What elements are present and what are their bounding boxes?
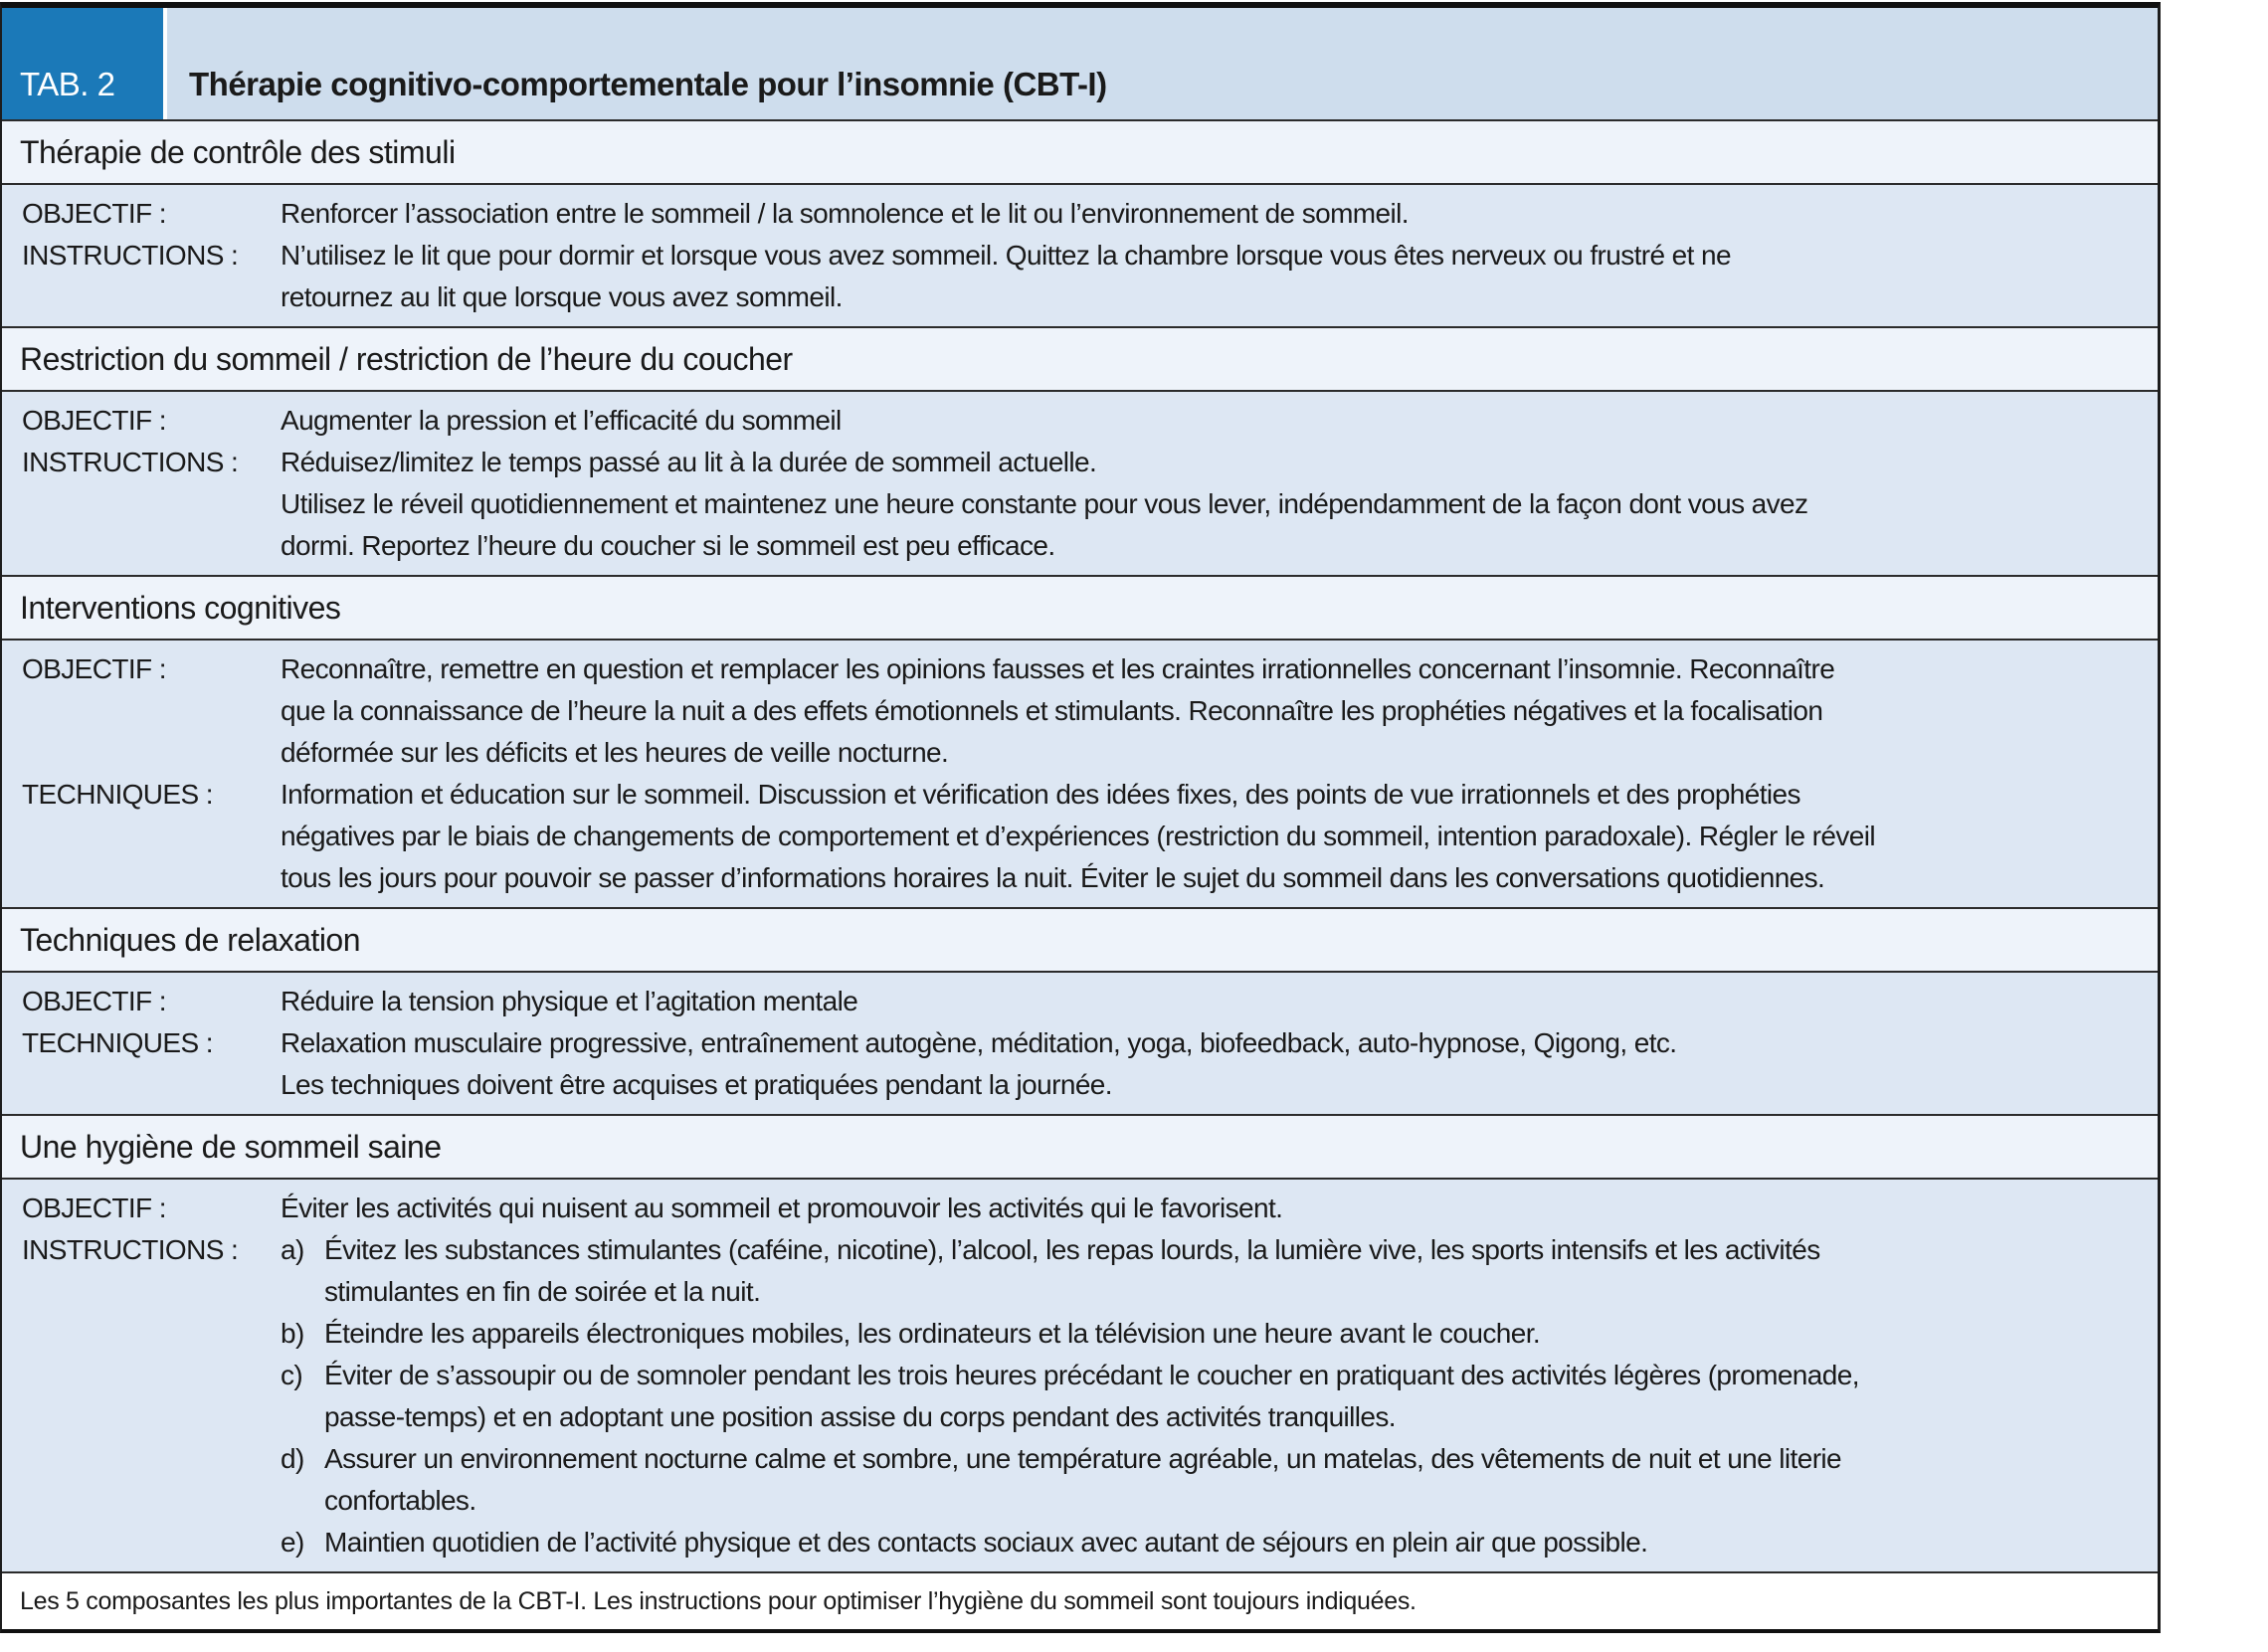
objective-row: [2, 981, 2158, 1022]
row-content: [281, 648, 2158, 774]
text-line: confortables.: [324, 1485, 476, 1516]
techniques-row: [2, 1022, 2158, 1106]
row-label: OBJECTIF :: [22, 986, 166, 1016]
section-body-stimulus-control: [2, 183, 2158, 326]
techniques-row: [2, 774, 2158, 899]
row-label: OBJECTIF :: [22, 1193, 166, 1223]
list-item-text: [324, 1313, 2158, 1355]
row-content: [281, 774, 2158, 899]
row-label: TECHNIQUES :: [22, 779, 213, 810]
row-label: INSTRUCTIONS :: [22, 240, 239, 271]
section-body-relaxation: [2, 971, 2158, 1114]
list-item-text: [324, 1229, 2158, 1313]
list-item: [281, 1522, 2158, 1563]
table-header: [2, 8, 2158, 119]
table-title: Thérapie cognitivo-comportementale pour l’insomnie (CBT-I): [167, 8, 2158, 119]
row-label: INSTRUCTIONS :: [22, 447, 239, 477]
row-content: [281, 981, 2158, 1022]
row-label: OBJECTIF :: [22, 198, 166, 229]
list-item: [281, 1355, 2158, 1438]
text-line: tous les jours pour pouvoir se passer d’informations horaires la nuit. Éviter le sujet du sommeil dans les conversations quotidiennes.: [281, 862, 1825, 893]
list-marker: e): [281, 1527, 304, 1558]
row-content: [281, 442, 2158, 567]
instructions-row: [2, 235, 2158, 318]
text-line: Utilisez le réveil quotidiennement et maintenez une heure constante pour vous lever, indépendamment de la façon dont vous avez: [281, 488, 1808, 519]
list-item: [281, 1229, 2158, 1313]
section-body-sleep-hygiene: [2, 1178, 2158, 1571]
text-line: Éviter de s’assoupir ou de somnoler pendant les trois heures précédant le coucher en pratiquant des activités légères (promenade,: [324, 1360, 1859, 1390]
list-marker: d): [281, 1443, 304, 1474]
text-line: Réduisez/limitez le temps passé au lit à la durée de sommeil actuelle.: [281, 447, 1097, 477]
objective-row: [2, 193, 2158, 235]
cbt-insomnia-table: [0, 2, 2161, 1633]
section-body-cognitive-interventions: [2, 639, 2158, 907]
list-item-text: [324, 1438, 2158, 1522]
list-marker: b): [281, 1318, 304, 1349]
objective-row: [2, 1188, 2158, 1229]
row-content: [281, 235, 2158, 318]
list-marker: c): [281, 1360, 303, 1390]
text-line: Éteindre les appareils électroniques mobiles, les ordinateurs et la télévision une heure avant le coucher.: [324, 1318, 1541, 1349]
section-heading-stimulus-control: Thérapie de contrôle des stimuli: [2, 119, 2158, 183]
text-line: Renforcer l’association entre le sommeil / la somnolence et le lit ou l’environnement de sommeil.: [281, 198, 1409, 229]
row-content: [281, 1022, 2158, 1106]
text-line: Les techniques doivent être acquises et pratiquées pendant la journée.: [281, 1069, 1112, 1100]
list-item-text: [324, 1355, 2158, 1438]
list-marker: a): [281, 1234, 304, 1265]
row-content: [281, 1188, 2158, 1229]
row-label: TECHNIQUES :: [22, 1027, 213, 1058]
section-heading-relaxation: Techniques de relaxation: [2, 907, 2158, 971]
section-heading-sleep-restriction: Restriction du sommeil / restriction de l’heure du coucher: [2, 326, 2158, 390]
list-item: [281, 1313, 2158, 1355]
text-line: Éviter les activités qui nuisent au sommeil et promouvoir les activités qui le favorisent.: [281, 1193, 1283, 1223]
text-line: que la connaissance de l’heure la nuit a des effets émotionnels et stimulants. Reconnaître les prophéties négatives et la focalisation: [281, 695, 1823, 726]
row-label: OBJECTIF :: [22, 653, 166, 684]
text-line: dormi. Reportez l’heure du coucher si le sommeil est peu efficace.: [281, 530, 1055, 561]
instructions-row: [2, 442, 2158, 567]
objective-row: [2, 400, 2158, 442]
text-line: négatives par le biais de changements de comportement et d’expériences (restriction du sommeil, intention paradoxale). Régler le réveil: [281, 821, 1875, 851]
row-content: [281, 193, 2158, 235]
text-line: Reconnaître, remettre en question et remplacer les opinions fausses et les craintes irrationnelles concernant l’insomnie. Reconnaître: [281, 653, 1835, 684]
text-line: Information et éducation sur le sommeil. Discussion et vérification des idées fixes, des points de vue irrationnels et des prophéties: [281, 779, 1800, 810]
row-label: OBJECTIF :: [22, 405, 166, 436]
list-item-text: [324, 1522, 2158, 1563]
row-content: [281, 1229, 2158, 1563]
row-label: INSTRUCTIONS :: [22, 1234, 239, 1265]
text-line: Évitez les substances stimulantes (caféine, nicotine), l’alcool, les repas lourds, la lumière vive, les sports intensifs et les activités: [324, 1234, 1820, 1265]
text-line: Maintien quotidien de l’activité physique et des contacts sociaux avec autant de séjours en plein air que possible.: [324, 1527, 1648, 1558]
table-footnote: Les 5 composantes les plus importantes de la CBT-I. Les instructions pour optimiser l’hygiène du sommeil sont toujours indiquées.: [2, 1571, 2158, 1629]
instructions-row: [2, 1229, 2158, 1563]
list-item: [281, 1438, 2158, 1522]
text-line: Assurer un environnement nocturne calme et sombre, une température agréable, un matelas, des vêtements de nuit et une literie: [324, 1443, 1842, 1474]
table-tag: TAB. 2: [2, 8, 163, 119]
section-heading-sleep-hygiene: Une hygiène de sommeil saine: [2, 1114, 2158, 1178]
text-line: retournez au lit que lorsque vous avez sommeil.: [281, 281, 843, 312]
text-line: Relaxation musculaire progressive, entraînement autogène, méditation, yoga, biofeedback, auto-hypnose, Qigong, etc.: [281, 1027, 1677, 1058]
text-line: Réduire la tension physique et l’agitation mentale: [281, 986, 858, 1016]
text-line: déformée sur les déficits et les heures de veille nocturne.: [281, 737, 949, 768]
text-line: N’utilisez le lit que pour dormir et lorsque vous avez sommeil. Quittez la chambre lorsque vous êtes nerveux ou frustré et ne: [281, 240, 1731, 271]
text-line: Augmenter la pression et l’efficacité du sommeil: [281, 405, 842, 436]
text-line: stimulantes en fin de soirée et la nuit.: [324, 1276, 761, 1307]
section-heading-cognitive-interventions: Interventions cognitives: [2, 575, 2158, 639]
section-body-sleep-restriction: [2, 390, 2158, 575]
objective-row: [2, 648, 2158, 774]
row-content: [281, 400, 2158, 442]
text-line: passe-temps) et en adoptant une position assise du corps pendant des activités tranquilles.: [324, 1401, 1396, 1432]
